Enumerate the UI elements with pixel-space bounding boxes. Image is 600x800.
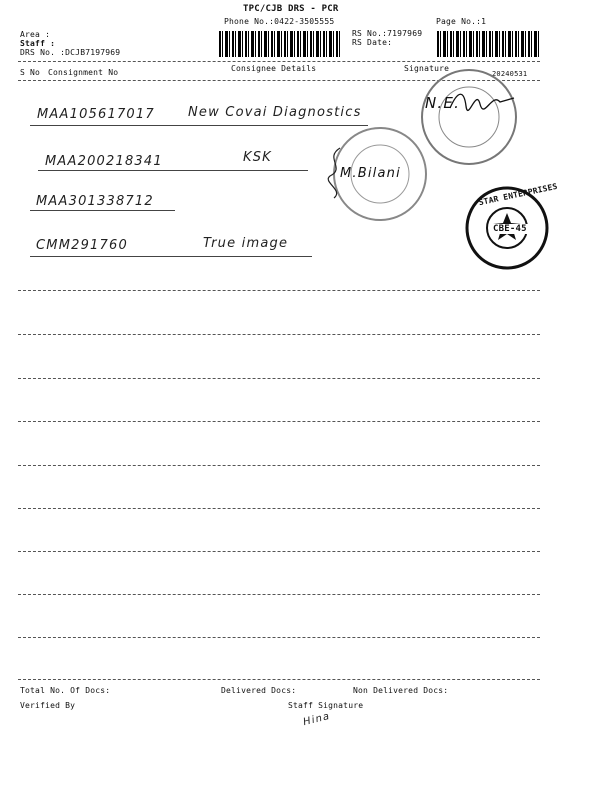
entry-3-underline [30, 210, 175, 211]
phone-number: Phone No.:0422-3505555 [224, 17, 335, 26]
star-stamp-code: CBE-45 [493, 224, 527, 234]
staff-signature-mark: Hina [302, 710, 332, 729]
page-number: Page No.:1 [436, 17, 487, 26]
row-divider [18, 378, 540, 379]
entry-1-consignee: New Covai Diagnostics [188, 105, 362, 120]
column-s-no: S No [20, 68, 41, 77]
staff-signature-label: Staff Signature [288, 701, 364, 710]
entry-4-consignee: True image [203, 236, 289, 251]
row-divider [18, 679, 540, 680]
row-divider [18, 290, 540, 291]
row-divider [18, 465, 540, 466]
row-divider [18, 637, 540, 638]
row-divider [18, 421, 540, 422]
entry-3-consignment: MAA301338712 [36, 194, 154, 209]
rs-date: RS Date: [352, 38, 393, 47]
delivered-docs-label: Delivered Docs: [221, 686, 297, 695]
entry-1-consignment: MAA105617017 [37, 107, 155, 122]
header-divider [18, 61, 540, 62]
area-label: Area : [20, 30, 51, 39]
column-consignment-no: Consignment No [48, 68, 119, 77]
rs-number: RS No.:7197969 [352, 29, 423, 38]
entry-2-consignment: MAA200218341 [45, 154, 163, 169]
star-stamp-top-text: STAR ENTERPRISES [477, 181, 559, 208]
report-title: TPC/CJB DRS - PCR [243, 4, 339, 14]
non-delivered-docs-label: Non Delivered Docs: [353, 686, 449, 695]
signature-1: N.E. [425, 94, 461, 112]
signature-2: M.Bilani [340, 166, 401, 181]
stamp-date: 20240531 [492, 70, 528, 78]
total-docs-label: Total No. Of Docs: [20, 686, 111, 695]
entry-2-consignee: KSK [243, 150, 272, 165]
verified-by-label: Verified By [20, 701, 76, 710]
staff-label: Staff : [20, 39, 56, 48]
entry-1-underline [30, 125, 368, 126]
row-divider [18, 594, 540, 595]
entry-4-consignment: CMM291760 [36, 238, 128, 253]
row-divider [18, 551, 540, 552]
column-consignee-details: Consignee Details [231, 64, 317, 73]
drs-number: DRS No. :DCJB7197969 [20, 48, 121, 57]
drs-barcode [219, 31, 342, 57]
row-divider [18, 334, 540, 335]
row-divider [18, 508, 540, 509]
column-signature: Signature [404, 64, 450, 73]
rs-barcode [437, 31, 539, 57]
entry-4-underline [30, 256, 312, 257]
entry-2-underline [38, 170, 308, 171]
round-stamp-1 [418, 66, 520, 168]
signature-1-scribble [448, 86, 518, 116]
